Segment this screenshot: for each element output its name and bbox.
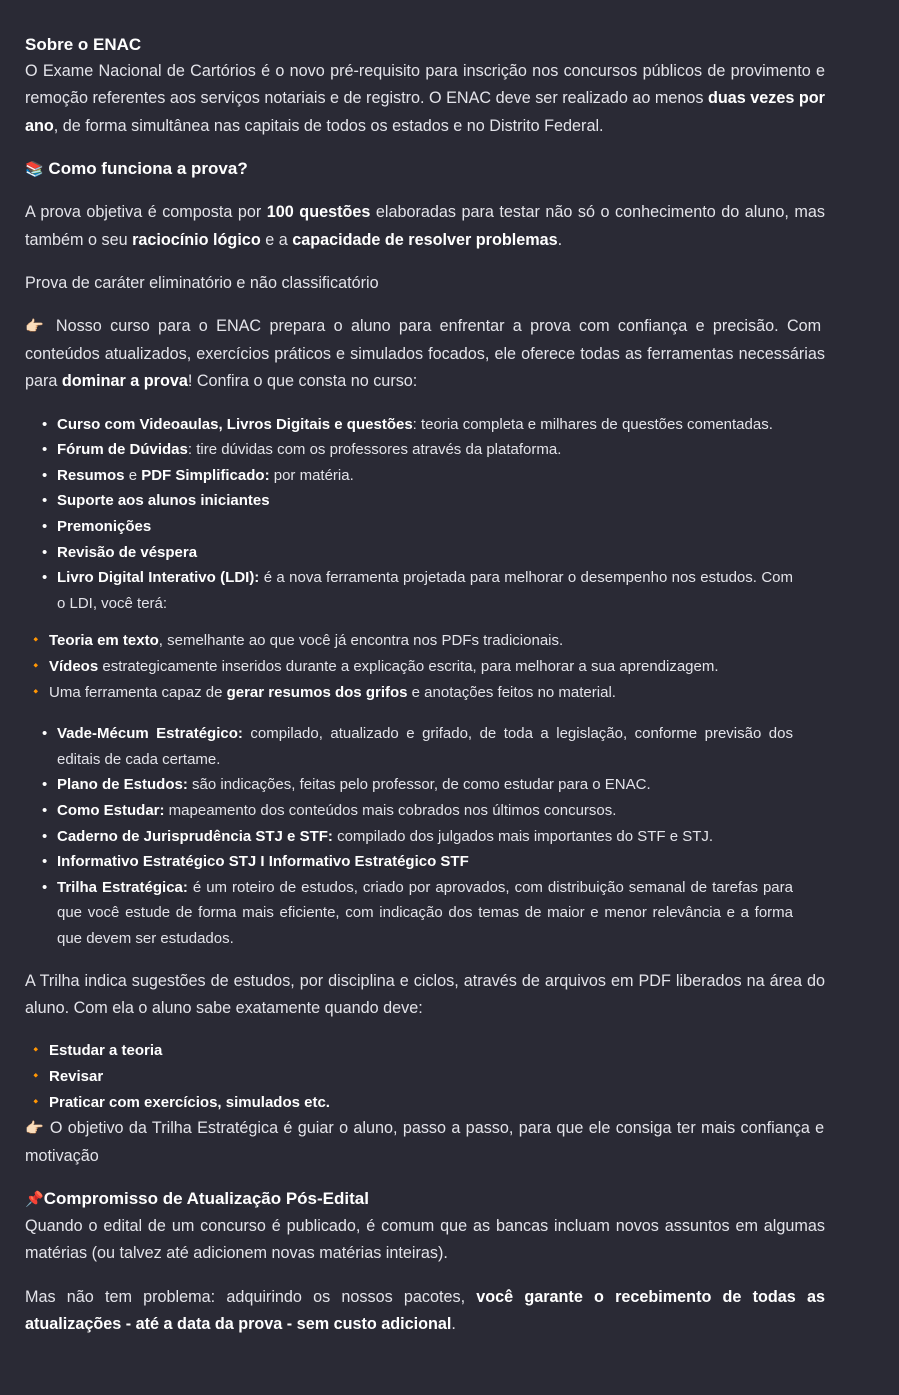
list-item: • Premonições — [57, 514, 793, 540]
course-intro: 👉🏻 Nosso curso para o ENAC prepara o aluno para enfrentar a prova com confiança e precisão. Com conteúdos atualizados, exercícios práticos e simulados focados, ele oferece todas as ferramentas necessárias para dominar a prova! Confira o que consta no curso: — [25, 317, 825, 391]
list-item: • Revisão de véspera — [57, 540, 793, 566]
trail-goal: 👉🏻 O objetivo da Trilha Estratégica é guiar o aluno, passo a passo, para que ele consiga ter mais confiança e motivação — [25, 1119, 825, 1165]
how-title: 📚 Como funciona a prova? — [25, 159, 248, 179]
list-item: • Resumos e PDF Simplificado: por matéria. — [57, 463, 793, 489]
course-features-list — [25, 412, 793, 617]
diamond-bullet-icon: 🔸 — [29, 685, 43, 698]
course-resources-list — [25, 721, 793, 951]
list-item: 🔸 Vídeos estrategicamente inseridos durante a explicação escrita, para melhorar a sua aprendizagem. — [49, 654, 825, 680]
commit-guarantee: Mas não tem problema: adquirindo os nossos pacotes, você garante o recebimento de todas as atualizações - até a data da prova - sem custo adicional. — [25, 1287, 825, 1334]
about-paragraph: O Exame Nacional de Cartórios é o novo pré-requisito para inscrição nos concursos públicos de provimento e remoção referentes aos serviços notariais e de registro. O ENAC deve ser realizado ao menos duas vezes por ano, de forma simultânea nas capitais de todos os estados e no Distrito Federal. — [25, 62, 825, 135]
trail-paragraph: A Trilha indica sugestões de estudos, por disciplina e ciclos, através de arquivos em PDF liberados na área do aluno. Com ela o aluno sabe exatamente quando deve: — [25, 971, 825, 1017]
list-item: • Trilha Estratégica: é um roteiro de estudos, criado por aprovados, com distribuição semanal de tarefas para que você estude de forma mais eficiente, com indicação dos temas de maior e menor relevância e a forma que devem ser estudados. — [57, 875, 793, 952]
trail-steps-list — [25, 1038, 825, 1115]
list-item: • Curso com Videoaulas, Livros Digitais e questões: teoria completa e milhares de questões comentadas. — [57, 412, 793, 438]
list-item: • Informativo Estratégico STJ I Informativo Estratégico STF — [57, 849, 793, 875]
list-item: 🔸 Teoria em texto, semelhante ao que você já encontra nos PDFs tradicionais. — [49, 628, 825, 654]
diamond-bullet-icon: 🔸 — [29, 1044, 43, 1057]
diamond-bullet-icon: 🔸 — [29, 1095, 43, 1108]
list-item: • Fórum de Dúvidas: tire dúvidas com os professores através da plataforma. — [57, 437, 793, 463]
list-item: • Suporte aos alunos iniciantes — [57, 488, 793, 514]
pointing-hand-icon: 👉🏻 — [25, 1120, 45, 1138]
list-item: • Plano de Estudos: são indicações, feitas pelo professor, de como estudar para o ENAC. — [57, 772, 793, 798]
diamond-bullet-icon: 🔸 — [29, 660, 43, 672]
list-item: • Como Estudar: mapeamento dos conteúdos mais cobrados nos últimos concursos. — [57, 798, 793, 824]
diamond-bullet-icon: 🔸 — [29, 634, 43, 647]
list-item: 🔸 Estudar a teoria — [49, 1038, 825, 1064]
list-item: 🔸 Revisar — [49, 1064, 825, 1090]
pointing-hand-icon: 👉🏻 — [25, 318, 48, 336]
ldi-features-list — [25, 628, 825, 705]
about-title: Sobre o ENAC — [25, 35, 142, 54]
pushpin-icon: 📌 — [25, 1190, 44, 1208]
diamond-bullet-icon: 🔸 — [29, 1069, 43, 1082]
course-description — [25, 32, 825, 1339]
books-icon: 📚 — [25, 161, 44, 179]
list-item: • Vade-Mécum Estratégico: compilado, atualizado e grifado, de toda a legislação, conforme previsão dos editais de cada certame. — [57, 721, 793, 772]
exam-character: Prova de caráter eliminatório e não classificatório — [25, 274, 379, 293]
commit-paragraph: Quando o edital de um concurso é publicado, é comum que as bancas incluam novos assuntos em algumas matérias (ou talvez até adicionem novas matérias inteiras). — [25, 1216, 825, 1263]
list-item: • Caderno de Jurisprudência STJ e STF: compilado dos julgados mais importantes do STF e STJ. — [57, 824, 793, 850]
how-paragraph: A prova objetiva é composta por 100 questões elaboradas para testar não só o conhecimento do aluno, mas também o seu raciocínio lógico e a capacidade de resolver problemas. — [25, 203, 825, 249]
list-item: 🔸 Praticar com exercícios, simulados etc. — [49, 1090, 825, 1116]
commit-title: 📌Compromisso de Atualização Pós-Edital — [25, 1188, 369, 1208]
list-item: • Livro Digital Interativo (LDI): é a nova ferramenta projetada para melhorar o desempenho nos estudos. Com o LDI, você terá: — [57, 565, 793, 616]
list-item: 🔸 Uma ferramenta capaz de gerar resumos dos grifos e anotações feitos no material. — [49, 680, 825, 706]
